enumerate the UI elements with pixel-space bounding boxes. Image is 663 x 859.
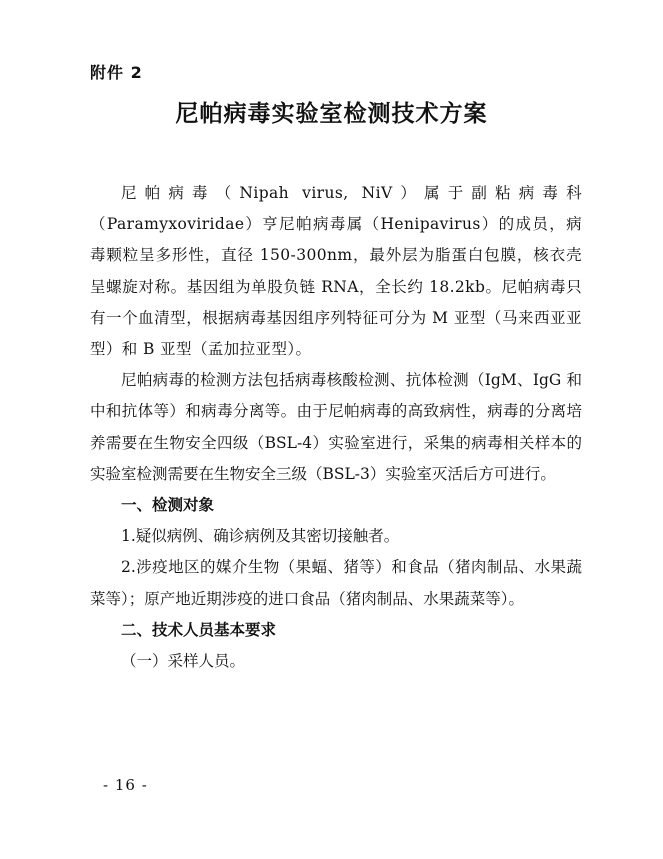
- list-item: 2.涉疫地区的媒介生物（果蝠、猪等）和食品（猪肉制品、水果蔬菜等）；原产地近期涉疫的进口食品（猪肉制品、水果蔬菜等）。: [90, 558, 582, 608]
- document-title: 尼帕病毒实验室检测技术方案: [175, 100, 488, 127]
- attachment-label: 附件 2: [90, 63, 143, 82]
- page-number: - 16 -: [103, 776, 148, 794]
- subsection-sampling-staff: （一）采样人员。: [121, 652, 246, 671]
- section-heading-detection-targets: 一、检测对象: [121, 496, 215, 515]
- intro-paragraph: 尼帕病毒（Nipah virus, NiV）属于副粘病毒科（Paramyxoviridae）亨尼帕病毒属（Henipavirus）的成员，病毒颗粒呈多形性，直径 150-300nm，最外层为脂蛋白包膜，核衣壳呈螺旋对称。基因组为单股负链 RNA，全长约 18.2kb。尼帕病毒只有一个血清型，根据病毒基因组序列特征可分为 M 亚型（马来西亚亚型）和 B 亚型（孟加拉亚型）。: [90, 184, 582, 359]
- list-item: 1.疑似病例、确诊病例及其密切接触者。: [121, 527, 400, 546]
- document-body: [90, 178, 582, 677]
- methods-paragraph: 尼帕病毒的检测方法包括病毒核酸检测、抗体检测（IgM、IgG 和中和抗体等）和病毒分离等。由于尼帕病毒的高致病性，病毒的分离培养需要在生物安全四级（BSL-4）实验室进行，采集的病毒相关样本的实验室检测需要在生物安全三级（BSL-3）实验室灭活后方可进行。: [90, 371, 582, 483]
- section-heading-staff-requirements: 二、技术人员基本要求: [121, 620, 277, 639]
